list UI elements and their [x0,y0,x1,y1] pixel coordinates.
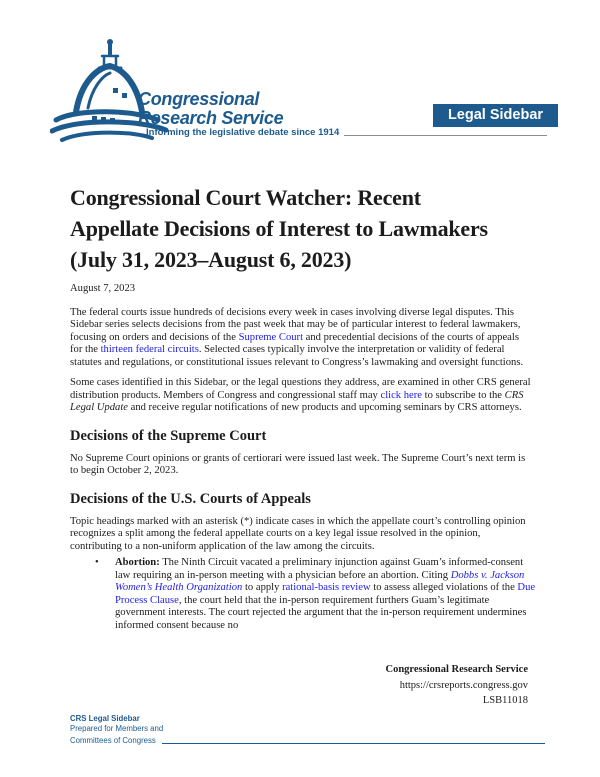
footer-doc-id: LSB11018 [482,695,528,706]
title-line-2: Appellate Decisions of Interest to Lawmakers [70,216,488,241]
footer-url[interactable]: https://crsreports.congress.gov [399,679,528,691]
page-footer [385,662,528,709]
link-click-here[interactable]: click here [380,389,422,401]
document-type-footer [70,714,545,746]
publication-date: August 7, 2023 [70,283,136,294]
abortion-text-4: , the court held that the in-person requirement furthers Guam’s legitimate government interests. The court rejected the argument that the in-person requirement undermines informed consent because no [115,594,527,631]
intro-text-3: . Selected cases typically involve the interpretation or validity of federal statutes and regulations, or constitutional issues relevant to Congress’s lawmaking and oversight functions. [70,344,524,368]
subscribe-text-3: and receive regular notifications of new products and upcoming seminars by CRS attorneys. [127,402,522,413]
document-body [70,182,536,632]
link-dobbs-case[interactable]: Dobbs v. Jackson Women’s Health Organization [115,569,525,593]
header-tagline-row [146,126,547,139]
crs-legal-update-name: CRS Legal Update [70,389,524,413]
footer-prepared-line1: Prepared for Members and [70,724,164,733]
brand-wordmark-line2: Research Service [138,107,284,128]
footer-product-name: CRS Legal Sidebar [70,714,140,723]
legal-sidebar-badge: Legal Sidebar [433,104,558,127]
document-title [70,182,533,275]
title-line-3: (July 31, 2023–August 6, 2023) [70,247,352,272]
bullet-icon: • [95,557,99,568]
link-supreme-court[interactable]: Supreme Court [238,331,304,343]
brand-wordmark [138,90,283,127]
supreme-court-paragraph: No Supreme Court opinions or grants of certiorari were issued last week. The Supreme Court’s next term is to begin October 2, 2023. [70,452,526,476]
section-heading-supreme-court: Decisions of the Supreme Court [70,427,267,444]
footer-org: Congressional Research Service [385,664,528,675]
subscribe-text-1: Some cases identified in this Sidebar, or the legal questions they address, are examined in other CRS general distribution products. Members of Congress and congressional staff may [70,377,531,401]
subscribe-paragraph [70,377,533,415]
abortion-text-3: to assess alleged violations of the [370,582,518,593]
appeals-intro-paragraph: Topic headings marked with an asterisk (*) indicate cases in which the appellate court’s controlling opinion recognizes a split among the federal appellate courts on a key legal issue resolved in the opinion, contributing to a non-uniform application of the law among the circuits. [70,515,526,552]
link-rational-basis-review[interactable]: rational-basis review [282,582,371,593]
section-heading-courts-of-appeals: Decisions of the U.S. Courts of Appeals [70,490,311,507]
intro-paragraph [70,307,533,370]
link-thirteen-federal-circuits[interactable]: thirteen federal circuits [100,344,199,355]
title-line-1: Congressional Court Watcher: Recent [70,185,421,210]
header-rule [344,135,547,137]
footer-prepared-line2: Committees of Congress [70,736,156,745]
abortion-text-2: to apply [242,582,283,593]
footer-prepared-row [70,736,545,746]
brand-wordmark-line1: Congressional [138,89,260,109]
brand-tagline: Informing the legislative debate since 1914 [146,127,340,138]
subscribe-text-2: to subscribe to the [421,389,505,401]
bullet-topic-label: Abortion: [115,557,160,568]
abortion-text-1: The Ninth Circuit vacated a preliminary injunction against Guam’s informed-consent law requiring an in-person meeting with a physician before an abortion. Citing [115,557,524,581]
intro-text-1: The federal courts issue hundreds of decisions every week in cases involving diverse legal disputes. This Sidebar series selects decisions from the past week that may be of particular interest to federal lawmakers, focusing on orders and decisions of the [70,306,521,343]
case-list [70,557,536,632]
list-item-abortion [95,557,536,632]
abortion-case-summary [115,557,537,632]
intro-text-2: and precedential decisions of the courts of appeals for the [70,331,519,355]
footer-rule [162,743,545,744]
link-due-process-clause[interactable]: Due Process Clause [115,582,536,606]
